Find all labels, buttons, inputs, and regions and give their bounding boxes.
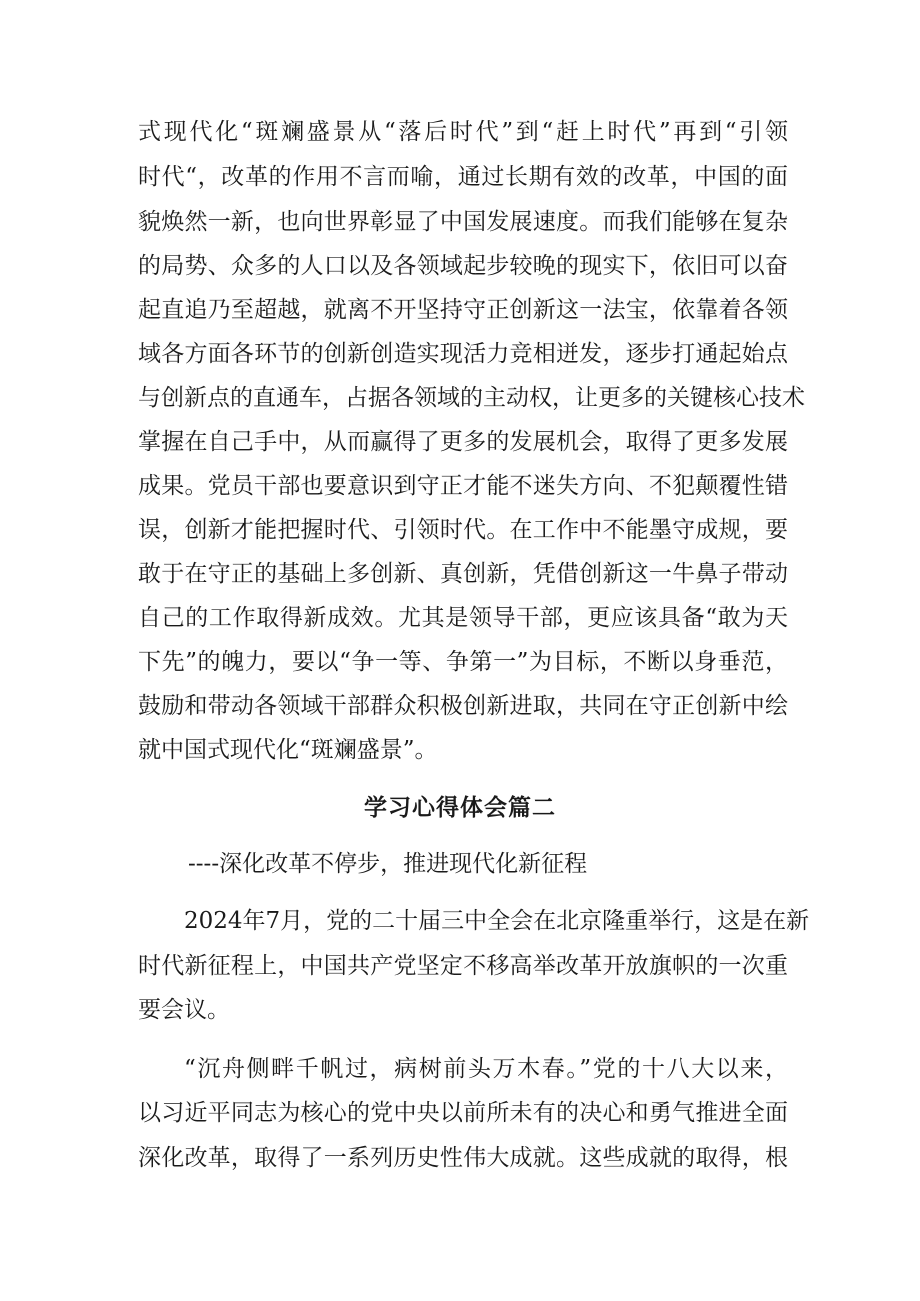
paragraph-line: 成果。党员干部也要意识到守正才能不迷失方向、不犯颠覆性错 (138, 473, 788, 499)
paragraph-line: 敢于在守正的基础上多创新、真创新，凭借创新这一牛鼻子带动 (138, 561, 788, 587)
paragraph-line: “沉舟侧畔千帆过，病树前头万木春。”党的十八大以来， (184, 1056, 788, 1082)
paragraph-line: 时代新征程上，中国共产党坚定不移高举改革开放旗帜的一次重 (138, 953, 788, 979)
paragraph-line: 貌焕然一新，也向世界彰显了中国发展速度。而我们能够在复杂 (138, 209, 788, 235)
paragraph-line: 下先”的魄力，要以“争一等、争第一”为目标，不断以身垂范， (138, 649, 788, 675)
paragraph-line: 以习近平同志为核心的党中央以前所未有的决心和勇气推进全面 (138, 1100, 788, 1126)
paragraph-line: 自己的工作取得新成效。尤其是领导干部，更应该具备“敢为天 (138, 605, 788, 631)
paragraph-line: 与创新点的直通车，占据各领域的主动权，让更多的关键核心技术 (138, 385, 805, 411)
paragraph-line: 式现代化“斑斓盛景从“落后时代”到“赶上时代”再到“引领 (138, 119, 788, 145)
section-heading: 学习心得体会篇二 (364, 794, 556, 821)
paragraph-line: 2024年7月，党的二十届三中全会在北京隆重举行，这是在新 (184, 908, 810, 934)
paragraph-line: 就中国式现代化“斑斓盛景”。 (138, 737, 438, 763)
paragraph-line: 掌握在自己手中，从而赢得了更多的发展机会，取得了更多发展 (138, 429, 788, 455)
paragraph-line: 的局势、众多的人口以及各领域起步较晚的现实下，依旧可以奋 (138, 253, 788, 279)
paragraph-line: 鼓励和带动各领域干部群众积极创新进取，共同在守正创新中绘 (138, 693, 788, 719)
paragraph-line: 要会议。 (138, 997, 230, 1023)
paragraph-line: 起直追乃至超越，就离不开坚持守正创新这一法宝，依靠着各领 (138, 297, 788, 323)
section-subtitle: ----深化改革不停步，推进现代化新征程 (188, 851, 588, 877)
paragraph-line: 域各方面各环节的创新创造实现活力竞相迸发，逐步打通起始点 (138, 341, 788, 367)
paragraph-line: 时代“，改革的作用不言而喻，通过长期有效的改革，中国的面 (138, 164, 788, 190)
paragraph-line: 误，创新才能把握时代、引领时代。在工作中不能墨守成规，要 (138, 517, 788, 543)
paragraph-line: 深化改革，取得了一系列历史性伟大成就。这些成就的取得，根 (138, 1145, 788, 1171)
